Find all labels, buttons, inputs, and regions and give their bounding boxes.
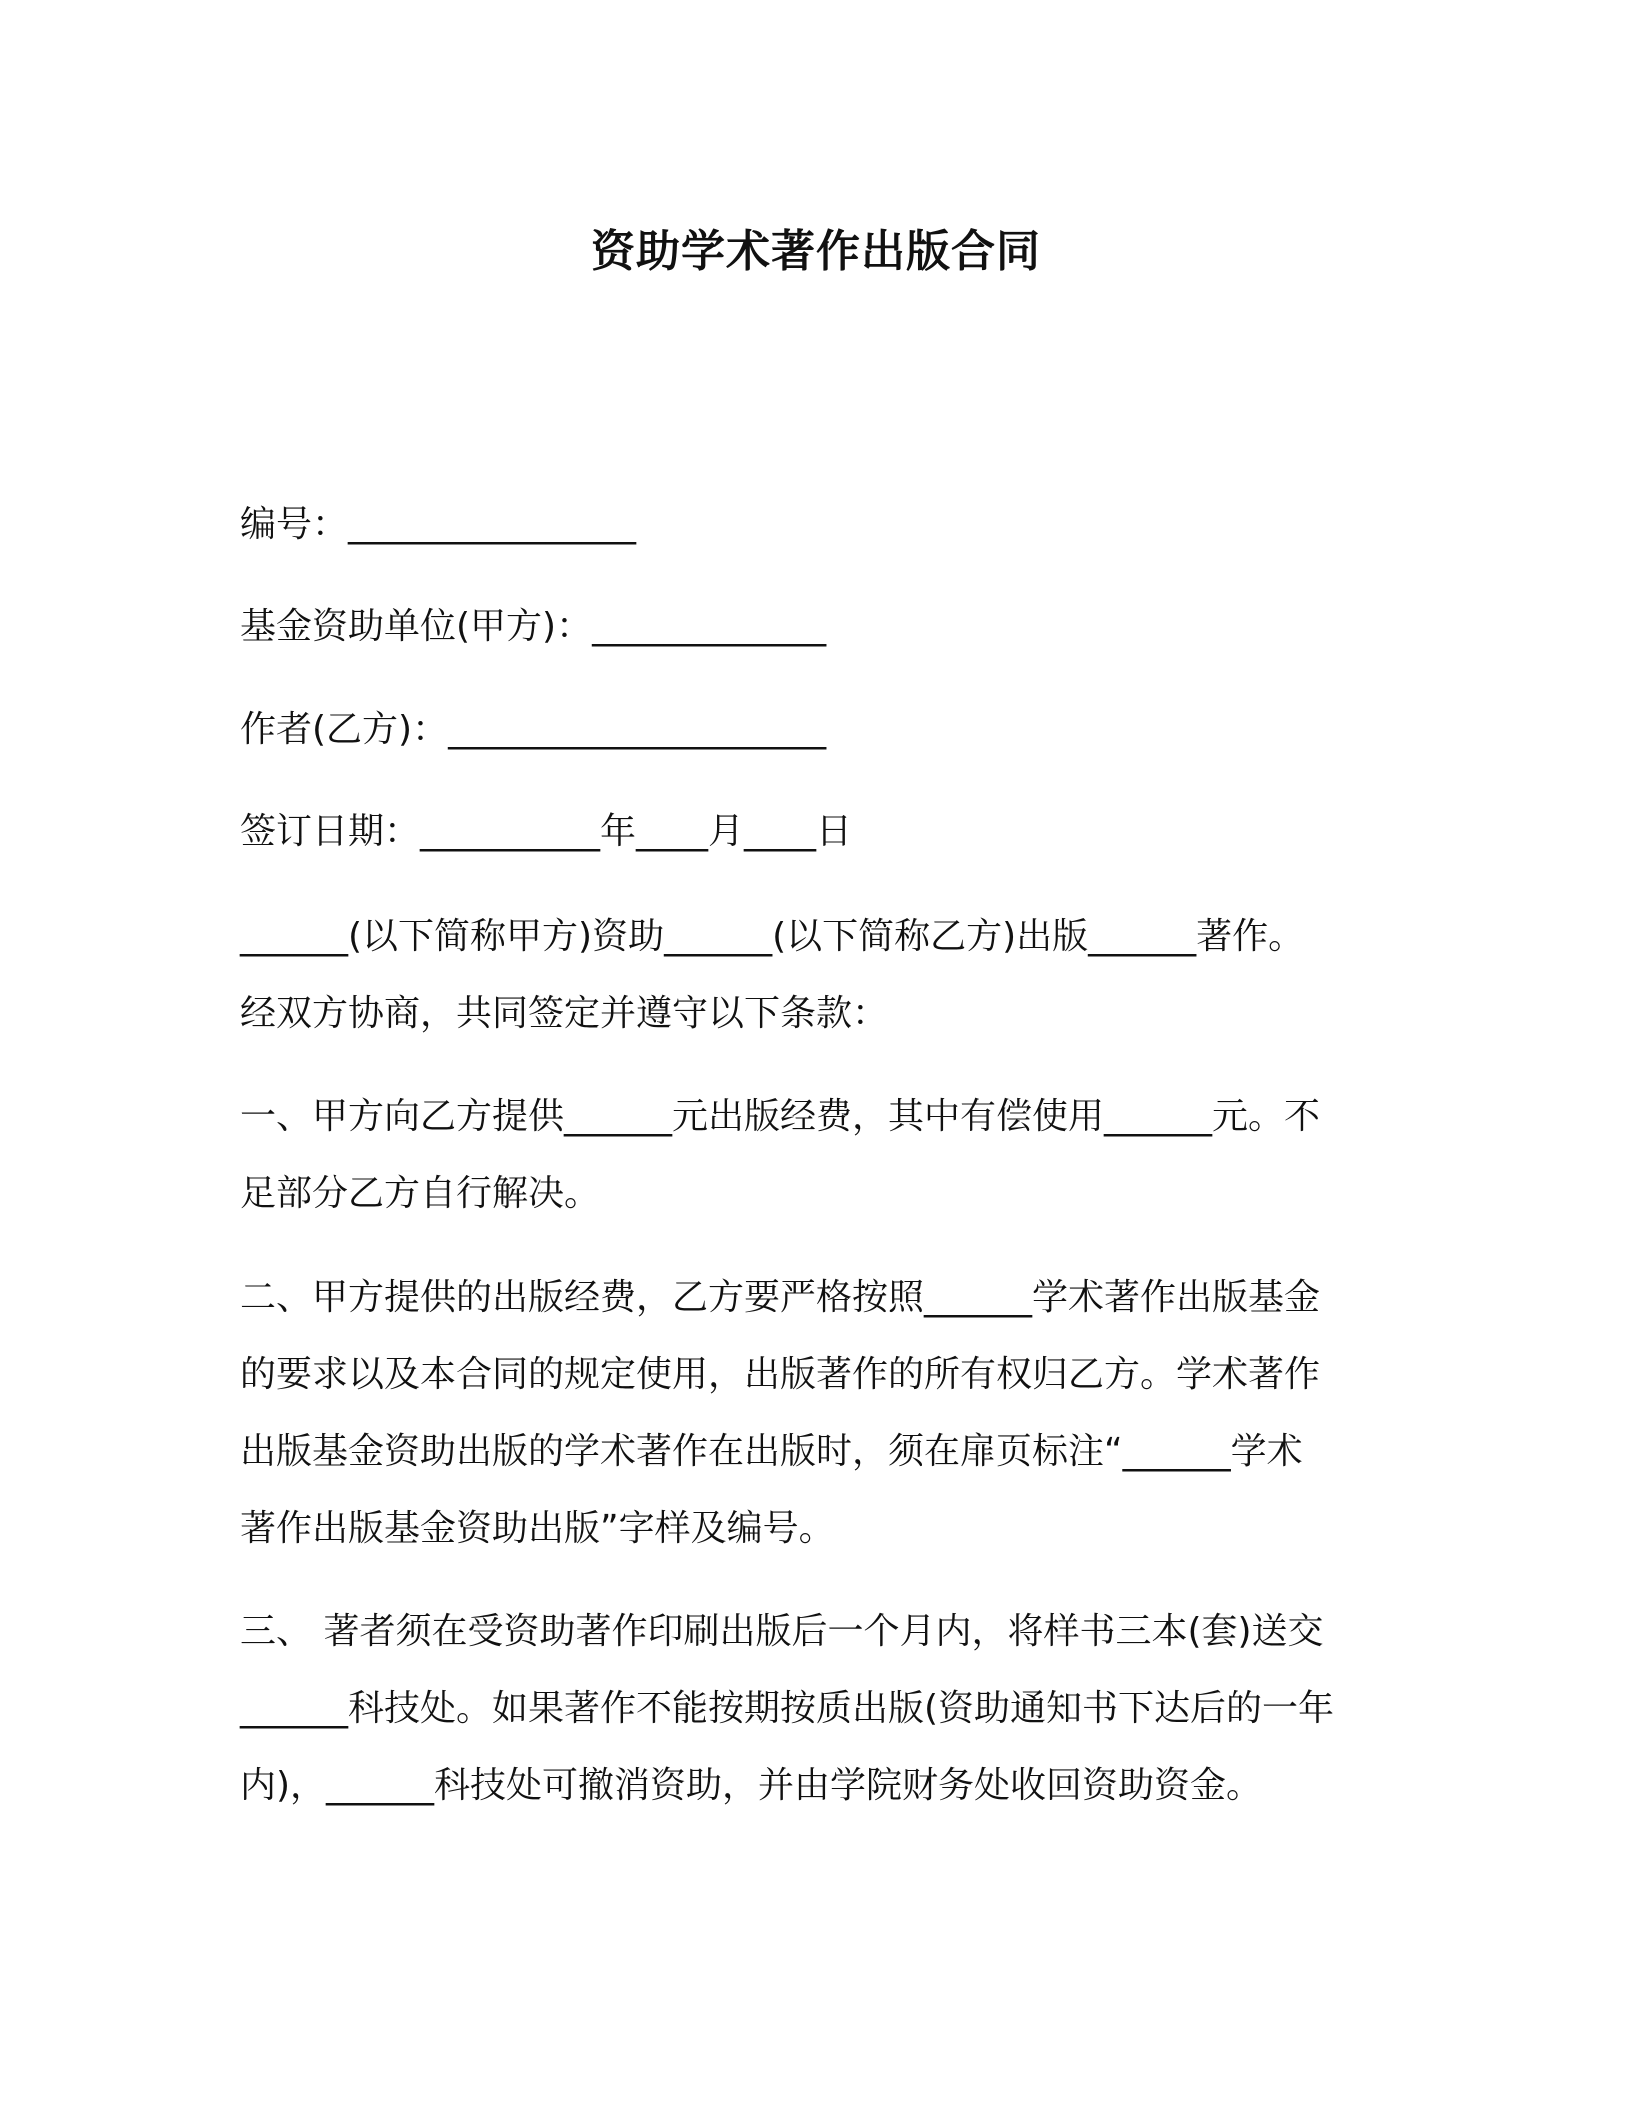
contract-number-field: 编号：________________ bbox=[240, 504, 637, 545]
intro-paragraph bbox=[240, 898, 1390, 1052]
intro-line: 经双方协商，共同签定并遵守以下条款： bbox=[240, 993, 889, 1034]
clause-1-line: 足部分乙方自行解决。 bbox=[240, 1173, 601, 1214]
clause-1-paragraph bbox=[240, 1078, 1390, 1232]
clause-2-line: 著作出版基金资助出版”字样及编号。 bbox=[240, 1508, 835, 1549]
clause-2-line: 的要求以及本合同的规定使用，出版著作的所有权归乙方。学术著作 bbox=[240, 1354, 1321, 1395]
clause-2-line: 出版基金资助出版的学术著作在出版时，须在扉页标注“______学术 bbox=[240, 1431, 1303, 1472]
clause-2-line: 二、甲方提供的出版经费，乙方要严格按照______学术著作出版基金 bbox=[240, 1277, 1321, 1318]
party-a-field: 基金资助单位(甲方)：_____________ bbox=[240, 606, 827, 647]
sign-date-field: 签订日期：__________年____月____日 bbox=[240, 811, 853, 852]
clause-3-line: ______科技处。如果著作不能按期按质出版(资助通知书下达后的一年 bbox=[240, 1688, 1335, 1729]
clause-3-line: 三、 著者须在受资助著作印刷出版后一个月内，将样书三本(套)送交 bbox=[240, 1611, 1324, 1652]
clause-3-line: 内)，______科技处可撤消资助，并由学院财务处收回资助资金。 bbox=[240, 1765, 1263, 1806]
clause-2-paragraph bbox=[240, 1259, 1390, 1567]
intro-line: ______(以下简称甲方)资助______(以下简称乙方)出版______著作。 bbox=[240, 916, 1305, 957]
party-b-field: 作者(乙方)：_____________________ bbox=[240, 709, 827, 750]
document-title: 资助学术著作出版合同 bbox=[591, 226, 1041, 277]
clause-3-paragraph bbox=[240, 1593, 1390, 1824]
clause-1-line: 一、甲方向乙方提供______元出版经费，其中有偿使用______元。不 bbox=[240, 1096, 1321, 1137]
